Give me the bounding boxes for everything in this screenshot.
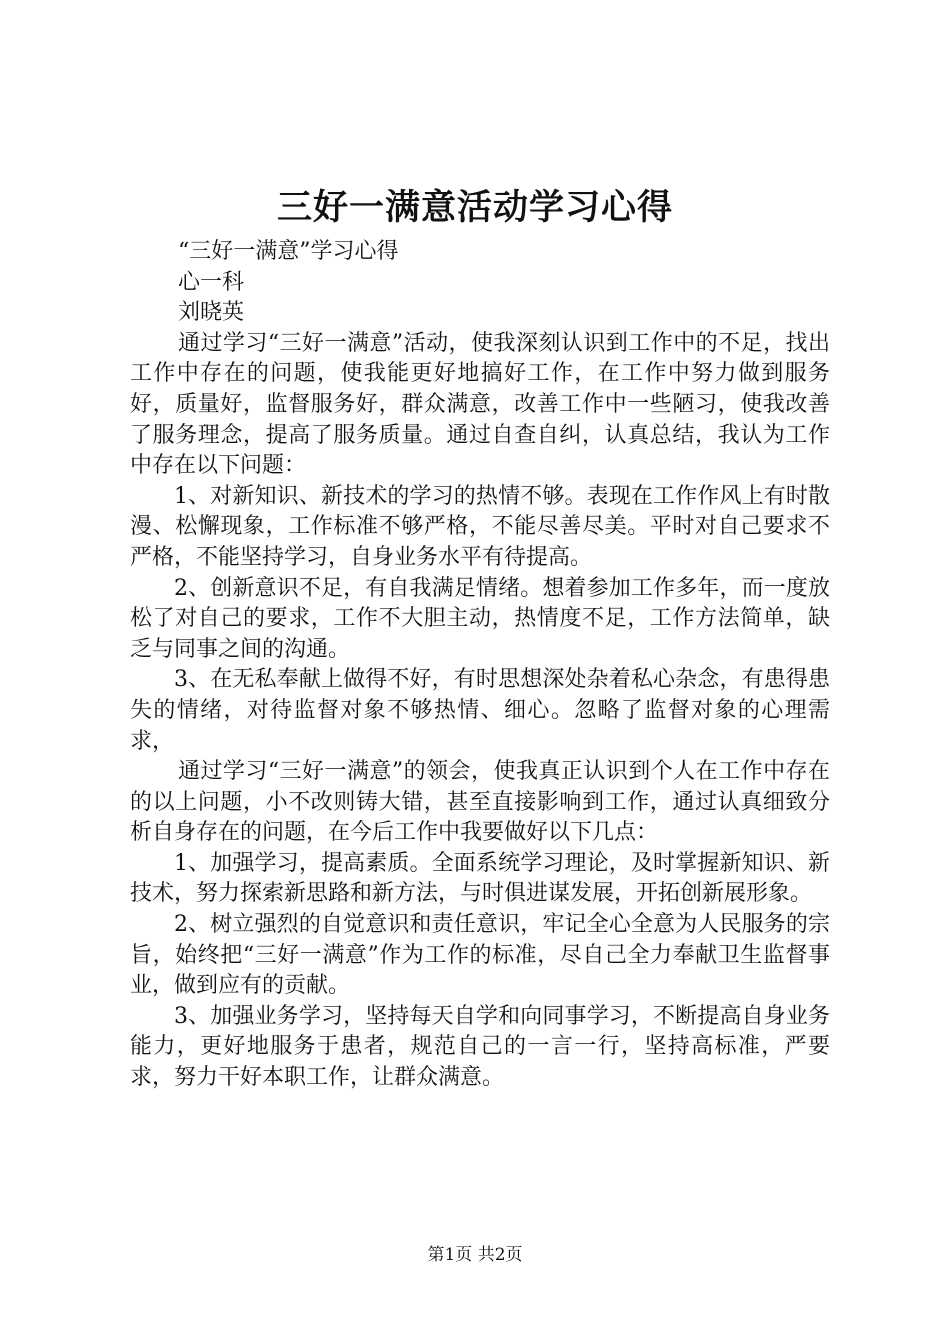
document-subtitle: “三好一满意”学习心得 — [178, 239, 399, 264]
department-label: 心一科 — [178, 269, 245, 295]
paragraph-action-2: 2、树立强烈的自觉意识和责任意识，牢记全心全意为人民服务的宗旨，始终把“三好一满意”作为工作的标准，尽自己全力奉献卫生监督事业，做到应有的贡献。 — [130, 912, 830, 999]
author-name: 刘晓英 — [178, 300, 245, 326]
paragraph-problem-2: 2、创新意识不足，有自我满足情绪。想着参加工作多年，而一度放松了对自己的要求，工作不大胆主动，热情度不足，工作方法简单，缺乏与同事之间的沟通。 — [130, 575, 830, 662]
document-title: 三好一满意活动学习心得 — [276, 187, 673, 228]
document-body — [130, 237, 830, 1094]
paragraph-action-3: 3、加强业务学习，坚持每天自学和向同事学习，不断提高自身业务能力，更好地服务于患者，规范自己的一言一行，坚持高标准，严要求，努力干好本职工作，让群众满意。 — [130, 1003, 830, 1091]
paragraph-action-1: 1、加强学习，提高素质。全面系统学习理论，及时掌握新知识、新技术，努力探索新思路和新方法，与时俱进谋发展，开拓创新展形象。 — [130, 850, 830, 907]
paragraph-reflection: 通过学习“三好一满意”的领会，使我真正认识到个人在工作中存在的以上问题，小不改则铸大错，甚至直接影响到工作，通过认真细致分析自身存在的问题，在今后工作中我要做好以下几点： — [130, 759, 830, 846]
paragraph-problem-3: 3、在无私奉献上做得不好，有时思想深处杂着私心杂念，有患得患失的情绪，对待监督对象不够热情、细心。忽略了监督对象的心理需求， — [130, 667, 830, 754]
paragraph-problem-1: 1、对新知识、新技术的学习的热情不够。表现在工作作风上有时散漫、松懈现象，工作标准不够严格，不能尽善尽美。平时对自己要求不严格，不能坚持学习，自身业务水平有待提高。 — [130, 483, 830, 570]
page-number: 第1页 共2页 — [427, 1245, 523, 1265]
paragraph-intro: 通过学习“三好一满意”活动，使我深刻认识到工作中的不足，找出工作中存在的问题，使我能更好地搞好工作，在工作中努力做到服务好，质量好，监督服务好，群众满意，改善工作中一些陋习，使我改善了服务理念，提高了服务质量。通过自查自纠，认真总结，我认为工作中存在以下问题： — [130, 330, 830, 479]
